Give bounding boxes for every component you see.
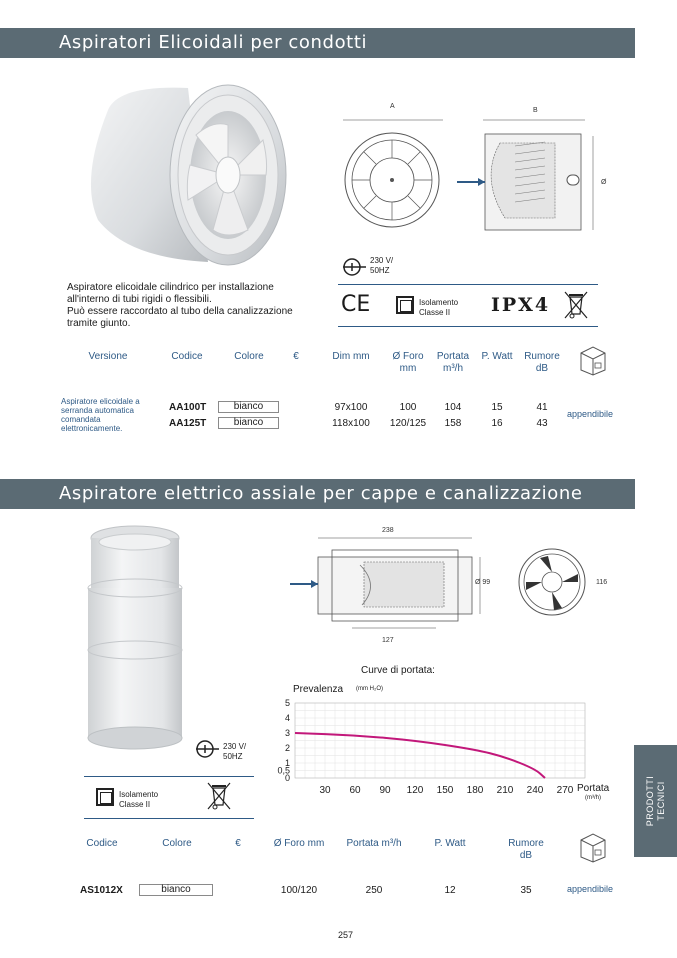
dim-inner: 127 <box>382 637 394 644</box>
y-tick-label: 1 <box>284 758 290 768</box>
chart-title: Curve di portata: <box>361 665 435 676</box>
ipx4-rating: IPX4 <box>491 294 551 316</box>
hole-cell: 100 <box>399 402 417 413</box>
x-tick-label: 120 <box>406 785 424 796</box>
flow-curve-chart <box>277 698 590 798</box>
x-tick-label: 240 <box>526 785 544 796</box>
y-tick-label: 0,5 <box>277 765 290 776</box>
side-tab[interactable] <box>634 745 677 857</box>
col-header-rumore: Rumore dB <box>508 838 544 861</box>
chart-ylabel: Prevalenza <box>293 684 344 695</box>
section-1-title: Aspiratori Elicoidali per condotti <box>0 28 635 58</box>
hole-cell: 120/125 <box>389 418 427 429</box>
noise-cell: 43 <box>536 418 548 429</box>
x-tick-label: 180 <box>466 785 484 796</box>
class-ii-icon <box>396 296 414 314</box>
dim-label-diameter: Ø <box>601 179 607 186</box>
insulation-label-1: Isolamento Classe II <box>419 298 459 317</box>
col-header-watt: P. Watt <box>434 838 466 849</box>
class-ii-icon <box>96 788 114 806</box>
divider-top <box>338 284 598 285</box>
chart-xlabel: Portata <box>577 783 610 794</box>
chart-ylabel-unit: (mm H₂O) <box>356 686 383 692</box>
technical-drawing-2 <box>290 520 620 645</box>
dim-label-b: B <box>533 107 538 114</box>
dim-height: 116 <box>596 579 608 586</box>
y-tick-label: 5 <box>284 698 290 708</box>
col-header-codice: Codice <box>171 351 203 362</box>
side-tab-line-1: PRODOTTI <box>645 775 655 827</box>
y-tick-label: 4 <box>284 713 290 723</box>
color-cell: bianco <box>218 417 279 429</box>
x-tick-label: 150 <box>436 785 454 796</box>
product-code: AA125T <box>169 418 207 429</box>
flow-cell: 104 <box>444 402 462 413</box>
section-2-title: Aspiratore elettrico assiale per cappe e canalizzazione <box>0 479 635 509</box>
x-tick-label: 270 <box>556 785 574 796</box>
packaging-type: appendibile <box>567 884 614 894</box>
power-spec-1: 230 V/ 50HZ <box>370 256 394 275</box>
x-tick-label: 210 <box>496 785 514 796</box>
watt-cell: 16 <box>491 418 503 429</box>
chart-xlabel-unit: (m³/h) <box>585 795 601 801</box>
y-tick-label: 3 <box>284 728 290 738</box>
col-header-versione: Versione <box>88 351 128 362</box>
y-tick-label: 2 <box>284 743 290 753</box>
hole-cell: 100/120 <box>280 885 318 896</box>
fan-product-photo <box>78 80 293 270</box>
col-header-rumore: Rumore dB <box>524 351 560 374</box>
power-plug-icon <box>194 739 220 759</box>
technical-drawing-1 <box>335 98 615 238</box>
flow-cell: 158 <box>444 418 462 429</box>
watt-cell: 12 <box>444 885 456 896</box>
product-code: AS1012X <box>80 885 123 896</box>
dim-cell: 97x100 <box>334 402 368 413</box>
dim-diameter: Ø 99 <box>475 579 491 586</box>
x-tick-label: 90 <box>379 785 391 796</box>
noise-cell: 35 <box>520 885 532 896</box>
col-header-portata: Portata m³/h <box>436 351 470 374</box>
dim-length: 238 <box>382 527 394 534</box>
col-header-codice: Codice <box>86 838 118 849</box>
noise-cell: 41 <box>536 402 548 413</box>
package-box-icon <box>578 831 608 863</box>
color-cell: bianco <box>139 884 213 896</box>
divider-bottom-2 <box>84 818 254 819</box>
divider-bottom <box>338 326 598 327</box>
col-header-price: € <box>235 838 241 849</box>
col-header-portata: Portata m³/h <box>346 838 402 849</box>
page-number: 257 <box>338 930 354 940</box>
dim-label-a: A <box>390 103 395 110</box>
col-header-colore: Colore <box>234 351 264 362</box>
y-tick-label: 0 <box>284 773 290 783</box>
weee-bin-icon <box>206 781 232 811</box>
dim-cell: 118x100 <box>332 418 370 429</box>
side-tab-line-2: TECNICI <box>656 781 666 821</box>
x-tick-label: 60 <box>349 785 361 796</box>
ce-mark: CE <box>341 292 371 317</box>
flow-cell: 250 <box>365 885 383 896</box>
product-description: Aspiratore elicoidale cilindrico per installazione all'interno di tubi rigidi o flessibili. Può essere raccordato al tubo della canalizzazione tramite giunto. <box>67 282 293 329</box>
packaging-type: appendibile <box>567 409 614 419</box>
col-header-watt: P. Watt <box>481 351 513 362</box>
watt-cell: 15 <box>491 402 503 413</box>
divider-top-2 <box>84 776 254 777</box>
weee-bin-icon <box>563 290 589 320</box>
color-cell: bianco <box>218 401 279 413</box>
package-box-icon <box>578 344 608 376</box>
version-note: Aspiratore elicoidale a serranda automatica comandata elettronicamente. <box>61 397 140 433</box>
col-header-dim: Dim mm <box>332 351 370 362</box>
col-header-price: € <box>293 351 299 362</box>
x-tick-label: 30 <box>319 785 331 796</box>
power-spec-2: 230 V/ 50HZ <box>223 742 247 761</box>
axial-fan-photo <box>80 520 190 760</box>
product-code: AA100T <box>169 402 207 413</box>
col-header-foro: Ø Foro mm <box>392 351 424 374</box>
col-header-foro: Ø Foro mm <box>273 838 325 849</box>
power-plug-icon <box>341 257 367 277</box>
insulation-label-2: Isolamento Classe II <box>119 790 159 809</box>
col-header-colore: Colore <box>162 838 192 849</box>
